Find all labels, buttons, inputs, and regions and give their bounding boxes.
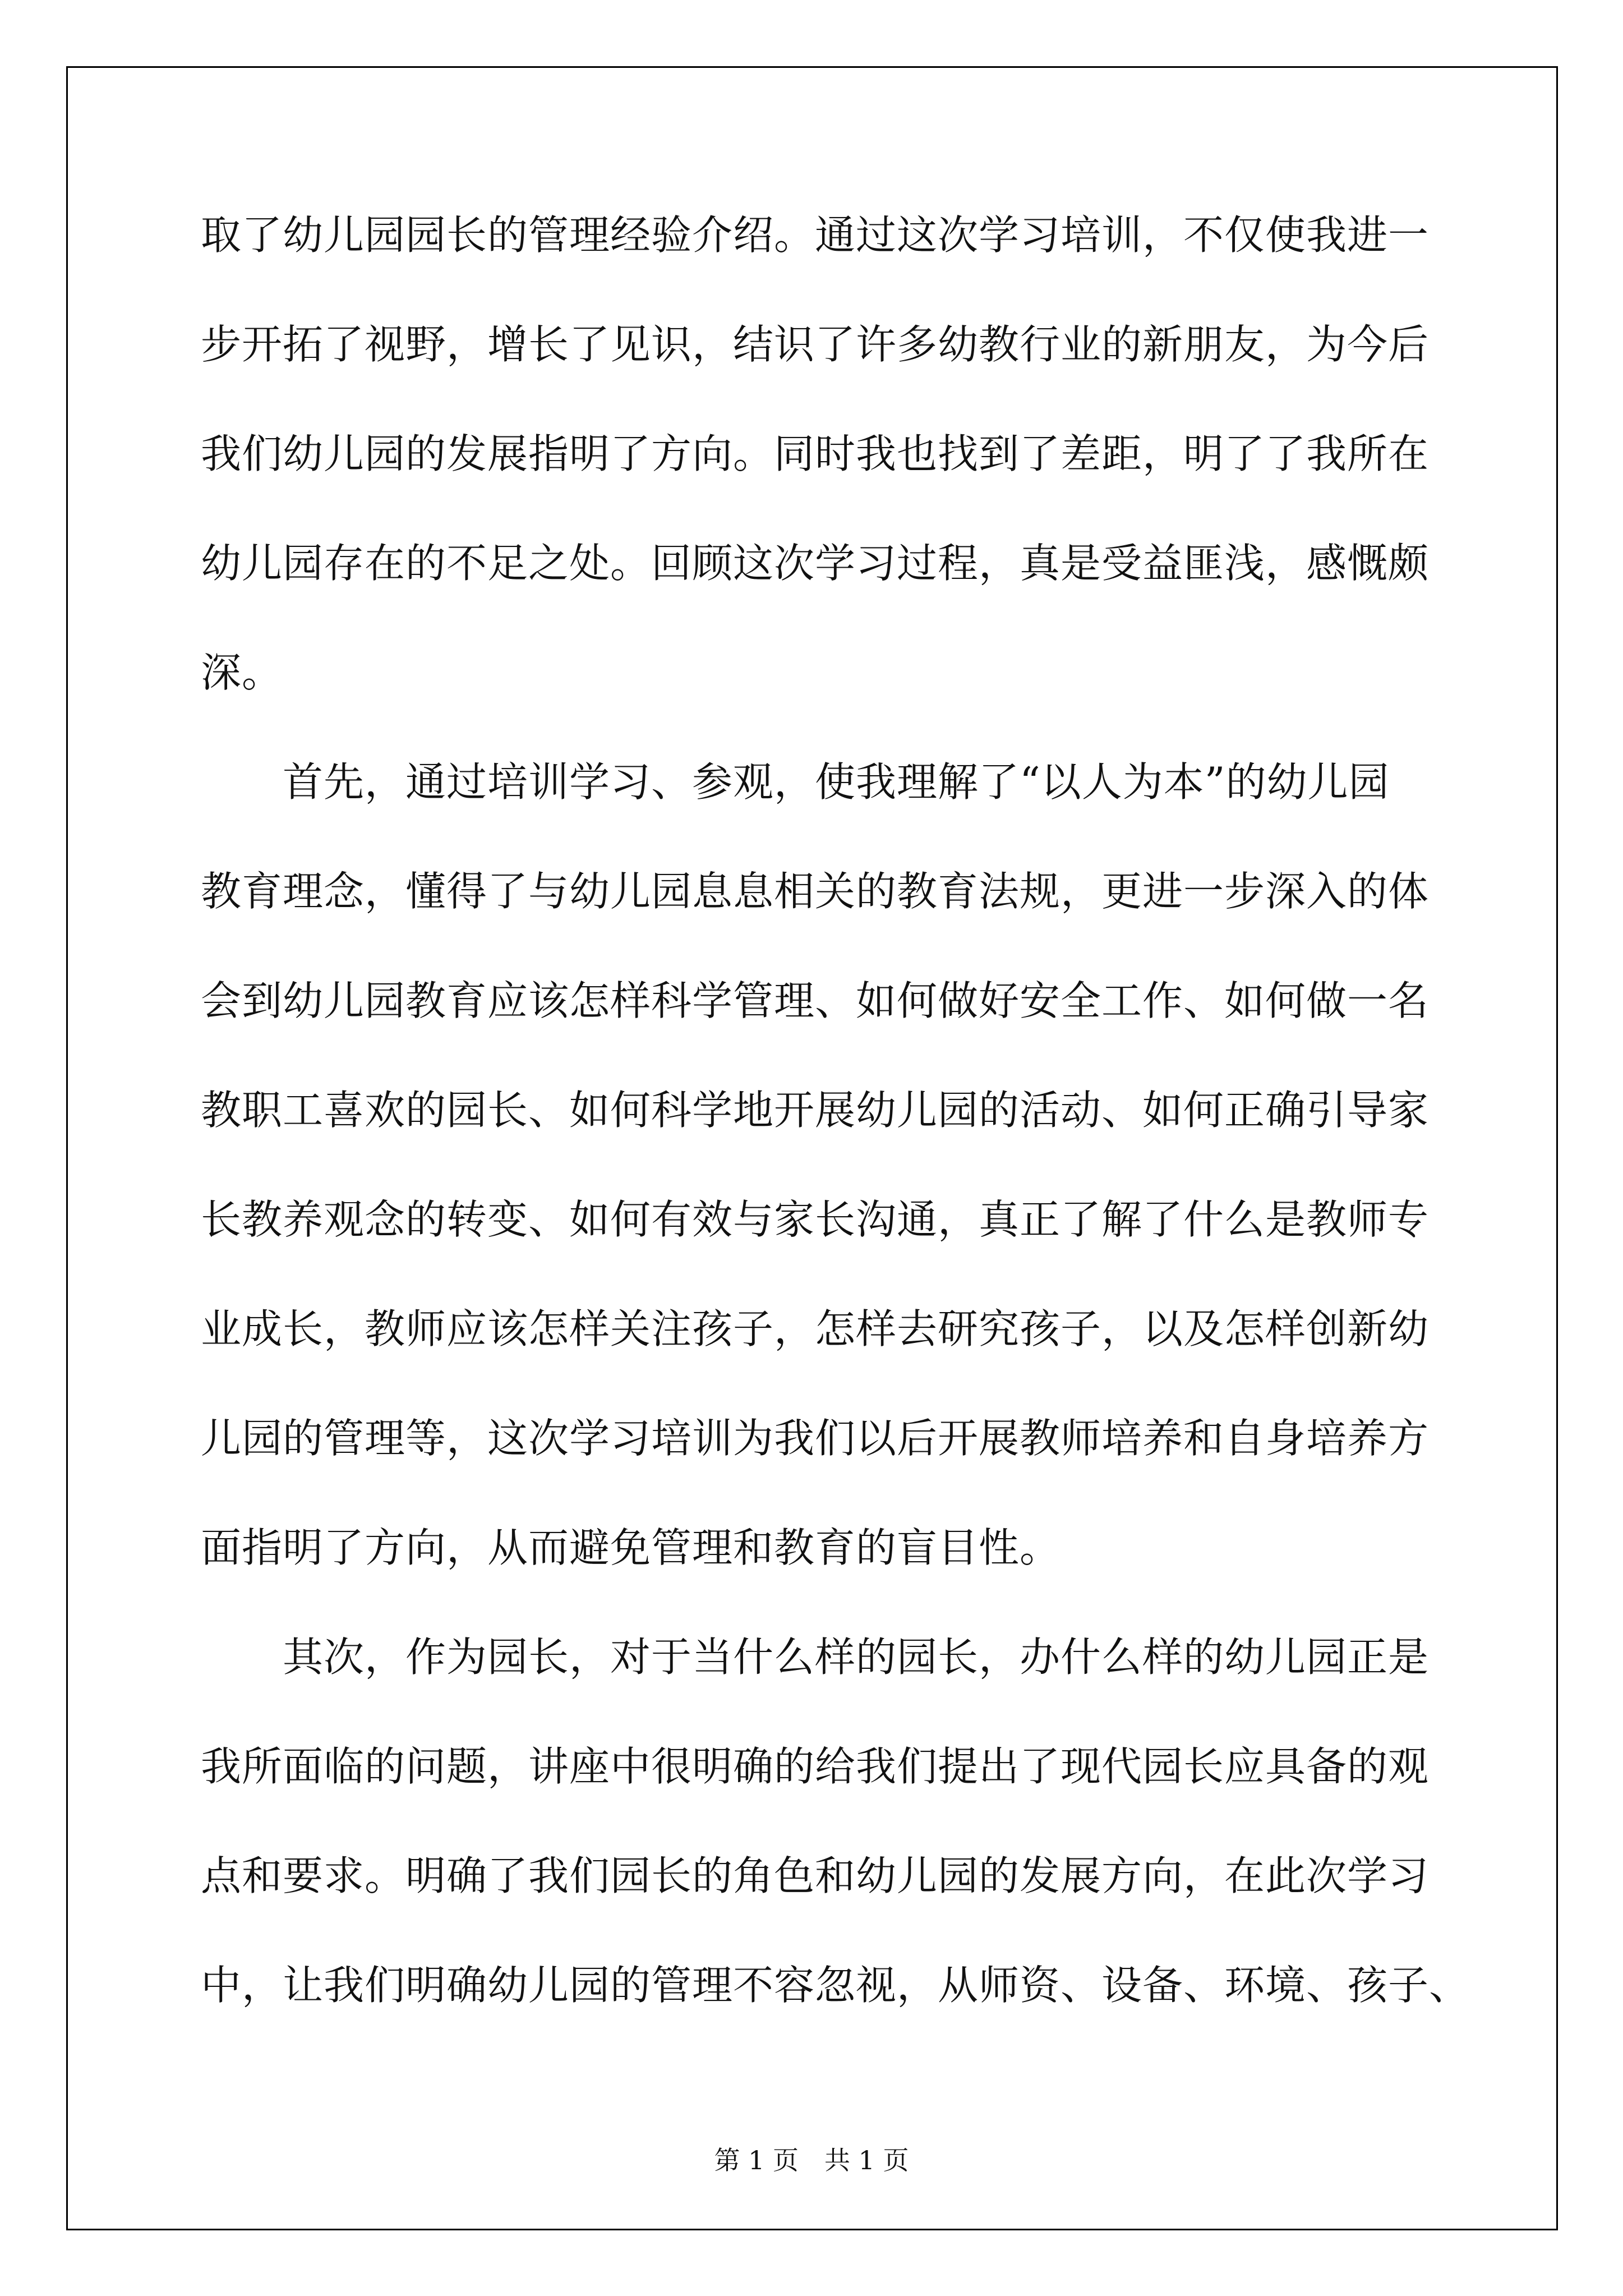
paragraph-start-line: 首先，通过培训学习、参观，使我理解了“以人为本”的幼儿园	[283, 758, 1390, 806]
text-line: 我们幼儿园的发展指明了方向。同时我也找到了差距，明了了我所在	[201, 430, 1430, 477]
page-number-footer: 第 1 页 共 1 页	[714, 2145, 909, 2175]
text-line: 业成长，教师应该怎样关注孩子，怎样去研究孩子，以及怎样创新幼	[201, 1305, 1430, 1352]
text-line: 我所面临的问题，讲座中很明确的给我们提出了现代园长应具备的观	[201, 1743, 1430, 1790]
page-border	[66, 66, 1558, 2230]
text-line: 中，让我们明确幼儿园的管理不容忽视，从师资、设备、环境、孩子、	[201, 1962, 1470, 2009]
text-line: 深。	[201, 649, 283, 696]
text-line: 取了幼儿园园长的管理经验介绍。通过这次学习培训，不仅使我进一	[201, 211, 1430, 259]
text-line: 点和要求。明确了我们园长的角色和幼儿园的发展方向，在此次学习	[201, 1852, 1430, 1899]
text-line: 幼儿园存在的不足之处。回顾这次学习过程，真是受益匪浅，感慨颇	[201, 540, 1430, 587]
text-line: 面指明了方向，从而避免管理和教育的盲目性。	[201, 1524, 1061, 1571]
paragraph-start-line: 其次，作为园长，对于当什么样的园长，办什么样的幼儿园正是	[283, 1634, 1430, 1681]
text-line: 会到幼儿园教育应该怎样科学管理、如何做好安全工作、如何做一名	[201, 977, 1430, 1024]
text-line: 儿园的管理等，这次学习培训为我们以后开展教师培养和自身培养方	[201, 1415, 1430, 1462]
text-line: 步开拓了视野，增长了见识，结识了许多幼教行业的新朋友，为今后	[201, 321, 1430, 368]
text-line: 教职工喜欢的园长、如何科学地开展幼儿园的活动、如何正确引导家	[201, 1087, 1430, 1134]
text-line: 长教养观念的转变、如何有效与家长沟通，真正了解了什么是教师专	[201, 1196, 1430, 1243]
text-line: 教育理念，懂得了与幼儿园息息相关的教育法规，更进一步深入的体	[201, 868, 1430, 915]
